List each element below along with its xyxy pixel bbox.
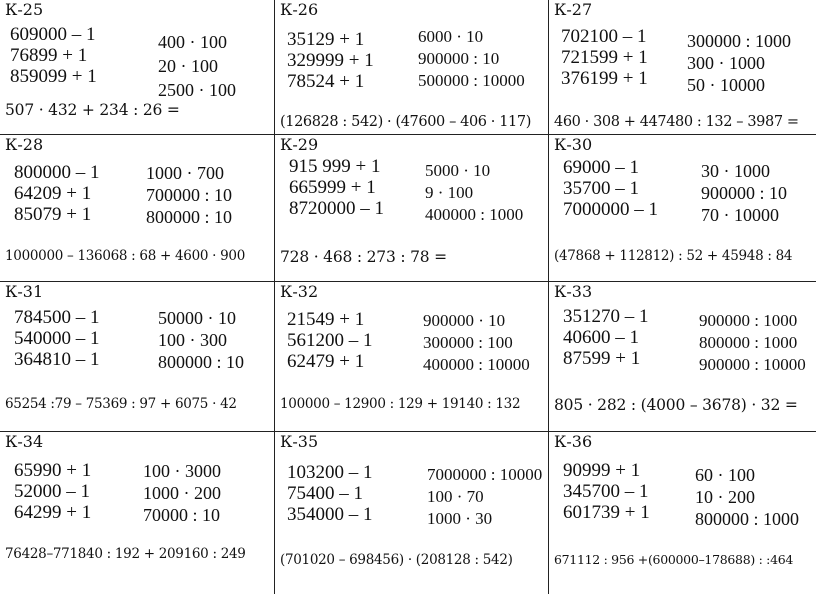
right-column xyxy=(158,307,244,373)
exercise-item: 52000 – 1 xyxy=(14,481,90,502)
exercise-item: 900000 : 10 xyxy=(701,183,788,203)
card-k34 xyxy=(0,432,275,594)
exercise-item: 400 · 100 xyxy=(158,32,227,52)
exercise-item: 376199 + 1 xyxy=(561,68,648,89)
card-k25 xyxy=(0,0,275,135)
exercise-item: 69000 – 1 xyxy=(563,157,639,178)
right-column xyxy=(418,26,525,92)
expression: (701020 – 698456) · (208128 : 542) xyxy=(280,552,513,568)
exercise-item: 540000 – 1 xyxy=(14,328,100,349)
exercise-item: 400000 : 10000 xyxy=(423,355,530,374)
left-column xyxy=(287,309,373,372)
exercise-item: 700000 : 10 xyxy=(146,185,233,205)
card-title: К-36 xyxy=(554,432,593,451)
expression: 507 · 432 + 234 : 26 = xyxy=(5,101,180,119)
exercise-item: 800000 : 10 xyxy=(146,207,233,227)
exercise-item: 75400 – 1 xyxy=(287,483,363,504)
left-column xyxy=(14,307,100,370)
exercise-item: 9 · 100 xyxy=(425,183,474,202)
exercise-item: 1000 · 200 xyxy=(143,483,221,503)
exercise-item: 100 · 70 xyxy=(427,487,484,506)
exercise-item: 65990 + 1 xyxy=(14,460,92,481)
card-k36 xyxy=(549,432,816,594)
exercise-item: 784500 – 1 xyxy=(14,307,100,328)
exercise-item: 90999 + 1 xyxy=(563,460,641,481)
exercise-item: 1000 · 30 xyxy=(427,509,493,528)
card-k33 xyxy=(549,282,816,432)
exercise-item: 40600 – 1 xyxy=(563,327,639,348)
exercise-item: 21549 + 1 xyxy=(287,309,365,330)
exercise-item: 62479 + 1 xyxy=(287,351,365,372)
expression: 671112 : 956 +(600000–178688) : :464 xyxy=(554,552,794,567)
expression: 76428–771840 : 192 + 209160 : 249 xyxy=(5,546,246,562)
exercise-item: 20 · 100 xyxy=(158,56,218,76)
expression: 728 · 468 : 273 : 78 = xyxy=(280,248,447,266)
card-k26 xyxy=(275,0,549,135)
card-k32 xyxy=(275,282,549,432)
exercise-item: 300000 : 1000 xyxy=(687,31,792,51)
exercise-item: 64209 + 1 xyxy=(14,183,92,204)
expression: (47868 + 112812) : 52 + 45948 : 84 xyxy=(554,248,793,264)
exercise-item: 100 · 3000 xyxy=(143,461,221,481)
exercise-item: 103200 – 1 xyxy=(287,462,373,483)
exercise-item: 2500 · 100 xyxy=(158,80,236,100)
card-title: К-27 xyxy=(554,0,593,19)
left-column xyxy=(14,162,100,225)
right-column xyxy=(695,464,799,530)
card-title: К-29 xyxy=(280,135,319,154)
exercise-item: 915 999 + 1 xyxy=(289,156,381,177)
exercise-item: 35129 + 1 xyxy=(287,29,365,50)
exercise-item: 354000 – 1 xyxy=(287,504,373,525)
right-column xyxy=(699,310,806,376)
right-column xyxy=(427,464,542,530)
card-title: К-26 xyxy=(280,0,319,19)
left-column xyxy=(287,462,373,525)
exercise-item: 601739 + 1 xyxy=(563,502,650,523)
left-column xyxy=(287,29,374,92)
exercise-item: 351270 – 1 xyxy=(563,306,649,327)
right-column xyxy=(701,160,787,226)
card-title: К-33 xyxy=(554,282,593,301)
exercise-item: 60 · 100 xyxy=(695,465,755,485)
exercise-item: 76899 + 1 xyxy=(10,45,88,66)
card-k30 xyxy=(549,135,816,282)
exercise-item: 800000 : 1000 xyxy=(699,333,798,352)
exercise-item: 400000 : 1000 xyxy=(425,205,524,224)
exercise-item: 859099 + 1 xyxy=(10,66,97,87)
exercise-item: 721599 + 1 xyxy=(561,47,648,68)
left-column xyxy=(561,26,648,89)
exercise-item: 561200 – 1 xyxy=(287,330,373,351)
exercise-item: 70000 : 10 xyxy=(143,505,221,525)
exercise-item: 100 · 300 xyxy=(158,330,227,350)
card-k28 xyxy=(0,135,275,282)
left-column xyxy=(563,157,658,220)
exercise-item: 900000 : 10000 xyxy=(699,355,806,374)
card-title: К-25 xyxy=(5,0,44,19)
exercise-item: 900000 : 10 xyxy=(418,49,500,68)
exercise-item: 50000 · 10 xyxy=(158,308,236,328)
expression: 460 · 308 + 447480 : 132 – 3987 = xyxy=(554,114,799,130)
exercise-item: 800000 : 1000 xyxy=(695,509,800,529)
card-k31 xyxy=(0,282,275,432)
left-column xyxy=(14,460,91,523)
card-k29 xyxy=(275,135,549,282)
card-title: К-30 xyxy=(554,135,593,154)
expression: 805 · 282 : (4000 – 3678) · 32 = xyxy=(554,396,798,414)
exercise-item: 50 · 10000 xyxy=(687,75,765,95)
exercise-item: 300 · 1000 xyxy=(687,53,765,73)
exercise-item: 87599 + 1 xyxy=(563,348,641,369)
right-column xyxy=(158,30,236,102)
exercise-item: 364810 – 1 xyxy=(14,349,100,370)
card-k27 xyxy=(549,0,816,135)
exercise-item: 7000000 – 1 xyxy=(563,199,658,220)
exercise-item: 70 · 10000 xyxy=(701,205,779,225)
exercise-item: 900000 · 10 xyxy=(423,311,506,330)
exercise-item: 64299 + 1 xyxy=(14,502,92,523)
left-column xyxy=(563,460,650,523)
right-column xyxy=(143,460,221,526)
exercise-item: 609000 – 1 xyxy=(10,24,96,45)
card-title: К-35 xyxy=(280,432,319,451)
right-column xyxy=(146,162,232,228)
expression: 1000000 – 136068 : 68 + 4600 · 900 xyxy=(5,248,245,264)
exercise-item: 35700 – 1 xyxy=(563,178,639,199)
expression: 65254 :79 – 75369 : 97 + 6075 · 42 xyxy=(5,396,237,412)
exercise-item: 800000 : 10 xyxy=(158,352,245,372)
exercise-item: 5000 · 10 xyxy=(425,161,491,180)
exercise-item: 900000 : 1000 xyxy=(699,311,798,330)
exercise-item: 10 · 200 xyxy=(695,487,755,507)
right-column xyxy=(687,30,791,96)
exercise-item: 500000 : 10000 xyxy=(418,71,525,90)
left-column xyxy=(289,156,384,219)
right-column xyxy=(425,160,523,226)
card-k35 xyxy=(275,432,549,594)
exercise-item: 1000 · 700 xyxy=(146,163,224,183)
exercise-item: 30 · 1000 xyxy=(701,161,770,181)
exercise-item: 702100 – 1 xyxy=(561,26,647,47)
exercise-item: 800000 – 1 xyxy=(14,162,100,183)
exercise-item: 300000 : 100 xyxy=(423,333,513,352)
exercise-item: 78524 + 1 xyxy=(287,71,365,92)
card-title: К-28 xyxy=(5,135,44,154)
exercise-item: 6000 · 10 xyxy=(418,27,484,46)
exercise-item: 85079 + 1 xyxy=(14,204,92,225)
card-title: К-32 xyxy=(280,282,319,301)
exercise-item: 7000000 : 10000 xyxy=(427,465,543,484)
left-column xyxy=(10,24,97,87)
left-column xyxy=(563,306,649,369)
right-column xyxy=(423,310,530,376)
exercise-item: 665999 + 1 xyxy=(289,177,376,198)
card-title: К-31 xyxy=(5,282,44,301)
expression: (126828 : 542) · (47600 – 406 · 117) xyxy=(280,114,531,130)
exercise-item: 345700 – 1 xyxy=(563,481,649,502)
expression: 100000 – 12900 : 129 + 19140 : 132 xyxy=(280,396,521,412)
exercise-item: 329999 + 1 xyxy=(287,50,374,71)
card-title: К-34 xyxy=(5,432,44,451)
exercise-item: 8720000 – 1 xyxy=(289,198,384,219)
